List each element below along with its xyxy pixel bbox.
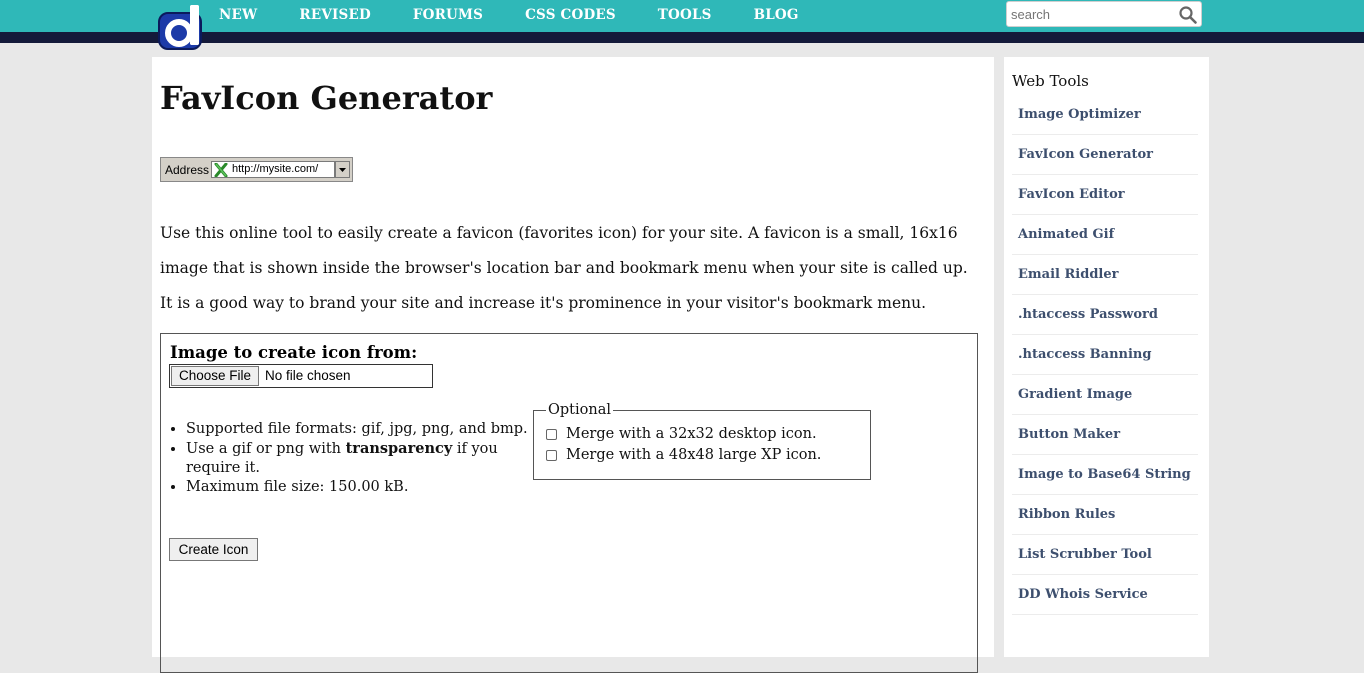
sidebar-link[interactable]: Ribbon Rules	[1018, 507, 1116, 522]
sidebar-link[interactable]: Image Optimizer	[1018, 107, 1141, 122]
sidebar-item-email-riddler[interactable]	[1012, 255, 1198, 295]
sidebar-item-ribbon-rules[interactable]	[1012, 495, 1198, 535]
nav-blog[interactable]: BLOG	[753, 7, 799, 23]
nav-tools[interactable]: TOOLS	[657, 7, 712, 23]
favicon-icon	[214, 163, 228, 177]
sidebar-item-htaccess-banning[interactable]	[1012, 335, 1198, 375]
sidebar-item-button-maker[interactable]	[1012, 415, 1198, 455]
chevron-down-icon	[336, 162, 349, 177]
list-item: • Supported file formats: gif, jpg, png, and bmp.	[186, 420, 546, 439]
sidebar-link[interactable]: Button Maker	[1018, 427, 1121, 442]
merge-32-option	[546, 424, 858, 445]
optional-legend: Optional	[548, 402, 611, 418]
merge-32-checkbox[interactable]	[546, 429, 557, 440]
file-picker	[169, 364, 433, 388]
web-tools-list	[1012, 95, 1198, 615]
search-icon[interactable]	[1178, 5, 1198, 25]
sidebar-item-list-scrubber[interactable]	[1012, 535, 1198, 575]
search-box	[1006, 1, 1202, 27]
sidebar-link[interactable]: List Scrubber Tool	[1018, 547, 1152, 562]
search-input[interactable]	[1011, 5, 1171, 23]
address-dropdown	[335, 161, 350, 178]
sidebar-link[interactable]: Email Riddler	[1018, 267, 1119, 282]
sidebar-item-htaccess-password[interactable]	[1012, 295, 1198, 335]
requirements-list	[169, 420, 546, 497]
bullet2-text: Use a gif or png with	[186, 441, 346, 457]
optional-fieldset	[533, 402, 871, 480]
sidebar-link[interactable]: Gradient Image	[1018, 387, 1133, 402]
list-item: • Maximum file size: 150.00 kB.	[186, 478, 546, 497]
merge-32-label: Merge with a 32x32 desktop icon.	[566, 426, 817, 442]
page-title: FavIcon Generator	[160, 79, 493, 117]
sidebar-item-dd-whois[interactable]	[1012, 575, 1198, 615]
merge-48-option	[546, 445, 858, 466]
nav-css-codes[interactable]: CSS CODES	[525, 7, 616, 23]
address-label: Address	[165, 163, 210, 177]
nav-forums[interactable]: FORUMS	[412, 7, 484, 23]
sidebar-item-gradient-image[interactable]	[1012, 375, 1198, 415]
merge-48-checkbox[interactable]	[546, 450, 557, 461]
sidebar-link[interactable]: FavIcon Editor	[1018, 187, 1125, 202]
address-url: http://mysite.com/	[232, 163, 319, 175]
sidebar-item-image-optimizer[interactable]	[1012, 95, 1198, 135]
file-status: No file chosen	[265, 368, 351, 383]
sidebar-item-favicon-editor[interactable]	[1012, 175, 1198, 215]
nav-new[interactable]: NEW	[219, 7, 258, 23]
address-bar-illustration	[160, 157, 353, 182]
main-content	[152, 57, 994, 657]
merge-48-label: Merge with a 48x48 large XP icon.	[566, 447, 822, 463]
sidebar-link[interactable]: DD Whois Service	[1018, 587, 1148, 602]
sidebar-item-favicon-generator[interactable]	[1012, 135, 1198, 175]
choose-file-button[interactable]: Choose File	[171, 366, 259, 386]
main-nav	[219, 7, 841, 23]
nav-revised[interactable]: REVISED	[299, 7, 371, 23]
sidebar-item-image-to-base64[interactable]	[1012, 455, 1198, 495]
sidebar-link[interactable]: .htaccess Password	[1018, 307, 1158, 322]
dynamic-drive-logo[interactable]	[157, 3, 205, 51]
sidebar-link[interactable]: Animated Gif	[1018, 227, 1115, 242]
sidebar-title: Web Tools	[1012, 72, 1089, 90]
favicon-form	[160, 333, 978, 673]
form-label: Image to create icon from:	[170, 343, 418, 362]
sidebar-link[interactable]: Image to Base64 String	[1018, 467, 1191, 482]
intro-paragraph: Use this online tool to easily create a favicon (favorites icon) for your site. A favicon is a small, 16x16 image that is shown inside the browser's location bar and bookmark menu when your site is called up. It is a good way to brand your site and increase it's prominence in your visitor's bookmark menu.	[160, 224, 968, 312]
list-item	[186, 439, 546, 478]
address-field	[211, 161, 335, 178]
transparency-text: transparency	[345, 440, 453, 457]
sidebar-link[interactable]: .htaccess Banning	[1018, 347, 1152, 362]
sidebar-link[interactable]: FavIcon Generator	[1018, 147, 1154, 162]
sidebar	[1004, 57, 1209, 657]
bullet2-text-end: if you require it.	[186, 441, 498, 476]
create-icon-button[interactable]: Create Icon	[169, 538, 258, 561]
sidebar-item-animated-gif[interactable]	[1012, 215, 1198, 255]
